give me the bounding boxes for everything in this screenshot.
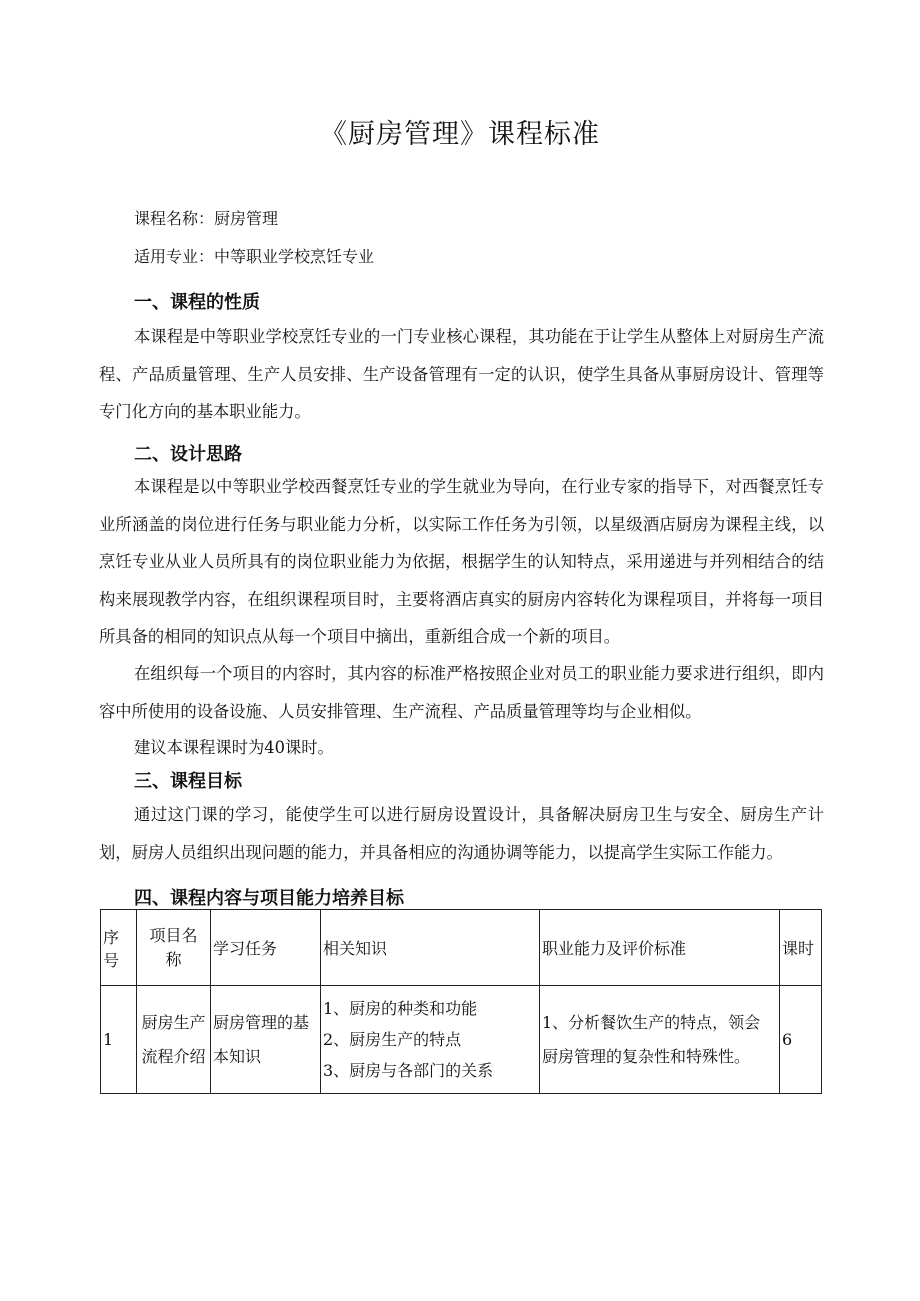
- paragraph-design-3: 建议本课程课时为40课时。: [134, 738, 334, 757]
- header-seq: 序号: [101, 910, 137, 986]
- row-seq: 1: [101, 986, 137, 1094]
- header-hours: 课时: [780, 910, 822, 986]
- row-hours: 6: [780, 986, 822, 1094]
- header-task: 学习任务: [211, 910, 321, 986]
- table-header-row: [101, 910, 822, 986]
- course-name: 课程名称：厨房管理: [134, 209, 279, 228]
- row-project: 厨房生产 流程介绍: [137, 986, 211, 1094]
- knowledge-item: 1、厨房的种类和功能: [323, 999, 478, 1018]
- section-heading-goals: 三、课程目标: [134, 771, 242, 792]
- knowledge-item: 2、厨房生产的特点: [323, 1030, 462, 1049]
- course-content-table: [100, 909, 822, 1094]
- row-knowledge: [321, 986, 540, 1094]
- header-ability: 职业能力及评价标准: [540, 910, 780, 986]
- section-heading-design: 二、设计思路: [134, 444, 242, 465]
- applicable-major: 适用专业：中等职业学校烹饪专业: [134, 247, 375, 266]
- row-task: 厨房管理的基 本知识: [211, 986, 321, 1094]
- header-project: 项目名 称: [137, 910, 211, 986]
- header-knowledge: 相关知识: [321, 910, 540, 986]
- document-title: 《厨房管理》课程标准: [320, 119, 600, 150]
- knowledge-item: 3、厨房与各部门的关系: [323, 1061, 494, 1080]
- paragraph-nature: 本课程是中等职业学校烹饪专业的一门专业核心课程，其功能在于让学生从整体上对厨房生产流程、产品质量管理、生产人员安排、生产设备管理有一定的认识，使学生具备从事厨房设计、管理等专门化方向的基本职业能力。: [99, 327, 824, 421]
- paragraph-goals: 通过这门课的学习，能使学生可以进行厨房设置设计，具备解决厨房卫生与安全、厨房生产计划，厨房人员组织出现问题的能力，并具备相应的沟通协调等能力，以提高学生实际工作能力。: [99, 805, 824, 862]
- paragraph-design-1: 本课程是以中等职业学校西餐烹饪专业的学生就业为导向，在行业专家的指导下，对西餐烹饪专业所涵盖的岗位进行任务与职业能力分析，以实际工作任务为引领，以星级酒店厨房为课程主线，以烹饪专业从业人员所具有的岗位职业能力为依据，根据学生的认知特点，采用递进与并列相结合的结构来展现教学内容，在组织课程项目时，主要将酒店真实的厨房内容转化为课程项目，并将每一项目所具备的相同的知识点从每一个项目中摘出，重新组合成一个新的项目。: [99, 477, 824, 646]
- row-ability: 1、分析餐饮生产的特点，领会 厨房管理的复杂性和特殊性。: [540, 986, 780, 1094]
- section-heading-content: 四、课程内容与项目能力培养目标: [134, 888, 404, 909]
- section-heading-nature: 一、课程的性质: [134, 292, 260, 313]
- paragraph-design-2: 在组织每一个项目的内容时，其内容的标准严格按照企业对员工的职业能力要求进行组织，即内容中所使用的设备设施、人员安排管理、生产流程、产品质量管理等均与企业相似。: [99, 664, 824, 721]
- table-row: [101, 986, 822, 1094]
